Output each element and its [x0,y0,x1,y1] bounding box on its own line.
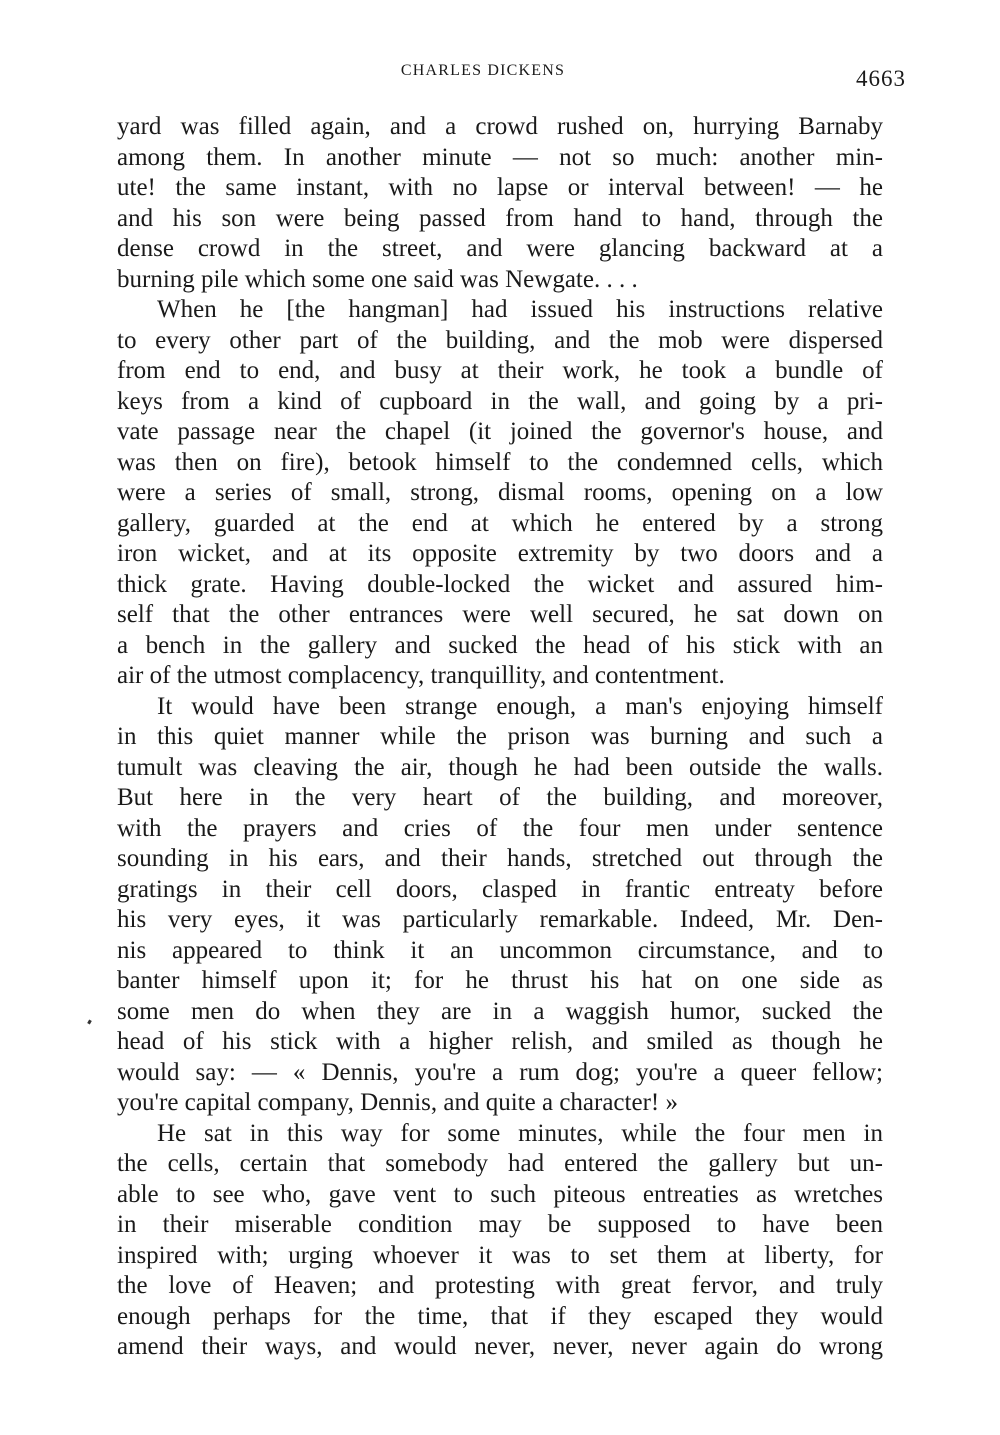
text-line: gratings in their cell doors, clasped in frantic entreaty before [117,875,883,903]
text-line: But here in the very heart of the building, and moreover, [117,784,883,811]
text-line: and his son were being passed from hand to hand, through the [117,204,883,232]
text-line: nis appeared to think it an uncommon circumstance, and to [117,936,883,964]
running-title: CHARLES DICKENS [400,62,566,79]
text-line: in their miserable condition may be supposed to have been [117,1211,883,1238]
text-line: tumult was cleaving the air, though he had been outside the walls. [117,753,883,781]
text-line: among them. In another minute — not so much: another min- [117,143,883,171]
text-line: ute! the same instant, with no lapse or interval between! — he [117,174,883,201]
text-line: in this quiet manner while the prison was burning and such a [117,723,883,750]
text-line: air of the utmost complacency, tranquillity, and contentment. [117,662,725,689]
text-line: inspired with; urging whoever it was to set them at liberty, for [117,1241,883,1269]
text-line: were a series of small, strong, dismal rooms, opening on a low [117,479,883,506]
text-line: banter himself upon it; for he thrust his hat on one side as [117,967,883,994]
text-line: iron wicket, and at its opposite extremity by two doors and a [117,540,883,567]
scan-speck [87,1020,92,1025]
text-line: to every other part of the building, and the mob were dispersed [117,326,883,354]
text-line: with the prayers and cries of the four men under sentence [117,814,883,842]
text-line: keys from a kind of cupboard in the wall, and going by a pri- [117,387,883,415]
text-line: head of his stick with a higher relish, and smiled as though he [117,1028,883,1055]
text-line: gallery, guarded at the end at which he entered by a strong [117,509,883,537]
text-line: vate passage near the chapel (it joined the governor's house, and [117,418,883,445]
page-number: 4663 [856,66,906,91]
text-line: was then on fire), betook himself to the condemned cells, which [117,448,883,476]
text-line: yard was filled again, and a crowd rushed on, hurrying Barnaby [117,113,883,140]
text-line: sounding in his ears, and their hands, stretched out through the [117,845,883,872]
text-line: He sat in this way for some minutes, while the four men in [157,1119,883,1147]
text-line: self that the other entrances were well secured, he sat down on [117,601,883,628]
text-line: enough perhaps for the time, that if they escaped they would [117,1302,883,1330]
paragraph [117,692,883,1119]
text-line: thick grate. Having double-locked the wicket and assured him- [117,570,883,598]
text-line: It would have been strange enough, a man's enjoying himself [157,692,883,720]
text-line: burning pile which some one said was Newgate. . . . [117,265,638,293]
text-line: some men do when they are in a waggish humor, sucked the [117,997,883,1025]
text-line: his very eyes, it was particularly remarkable. Indeed, Mr. Den- [117,906,883,933]
text-line: the love of Heaven; and protesting with great fervor, and truly [117,1272,883,1299]
text-line: from end to end, and busy at their work, he took a bundle of [117,357,883,384]
text-line: amend their ways, and would never, never, never again do wrong [117,1333,883,1360]
paragraph [117,1119,883,1363]
text-line: you're capital company, Dennis, and quite a character! » [117,1089,678,1116]
text-line: When he [the hangman] had issued his instructions relative [157,296,883,323]
text-line: a bench in the gallery and sucked the head of his stick with an [117,631,883,659]
text-line: able to see who, gave vent to such piteous entreaties as wretches [117,1180,883,1208]
paragraph [117,112,883,295]
paragraph [117,295,883,692]
text-line: would say: — « Dennis, you're a rum dog; you're a queer fellow; [117,1058,883,1086]
body-text [117,112,883,1363]
text-line: the cells, certain that somebody had entered the gallery but un- [117,1150,883,1177]
text-line: dense crowd in the street, and were glancing backward at a [117,235,883,262]
